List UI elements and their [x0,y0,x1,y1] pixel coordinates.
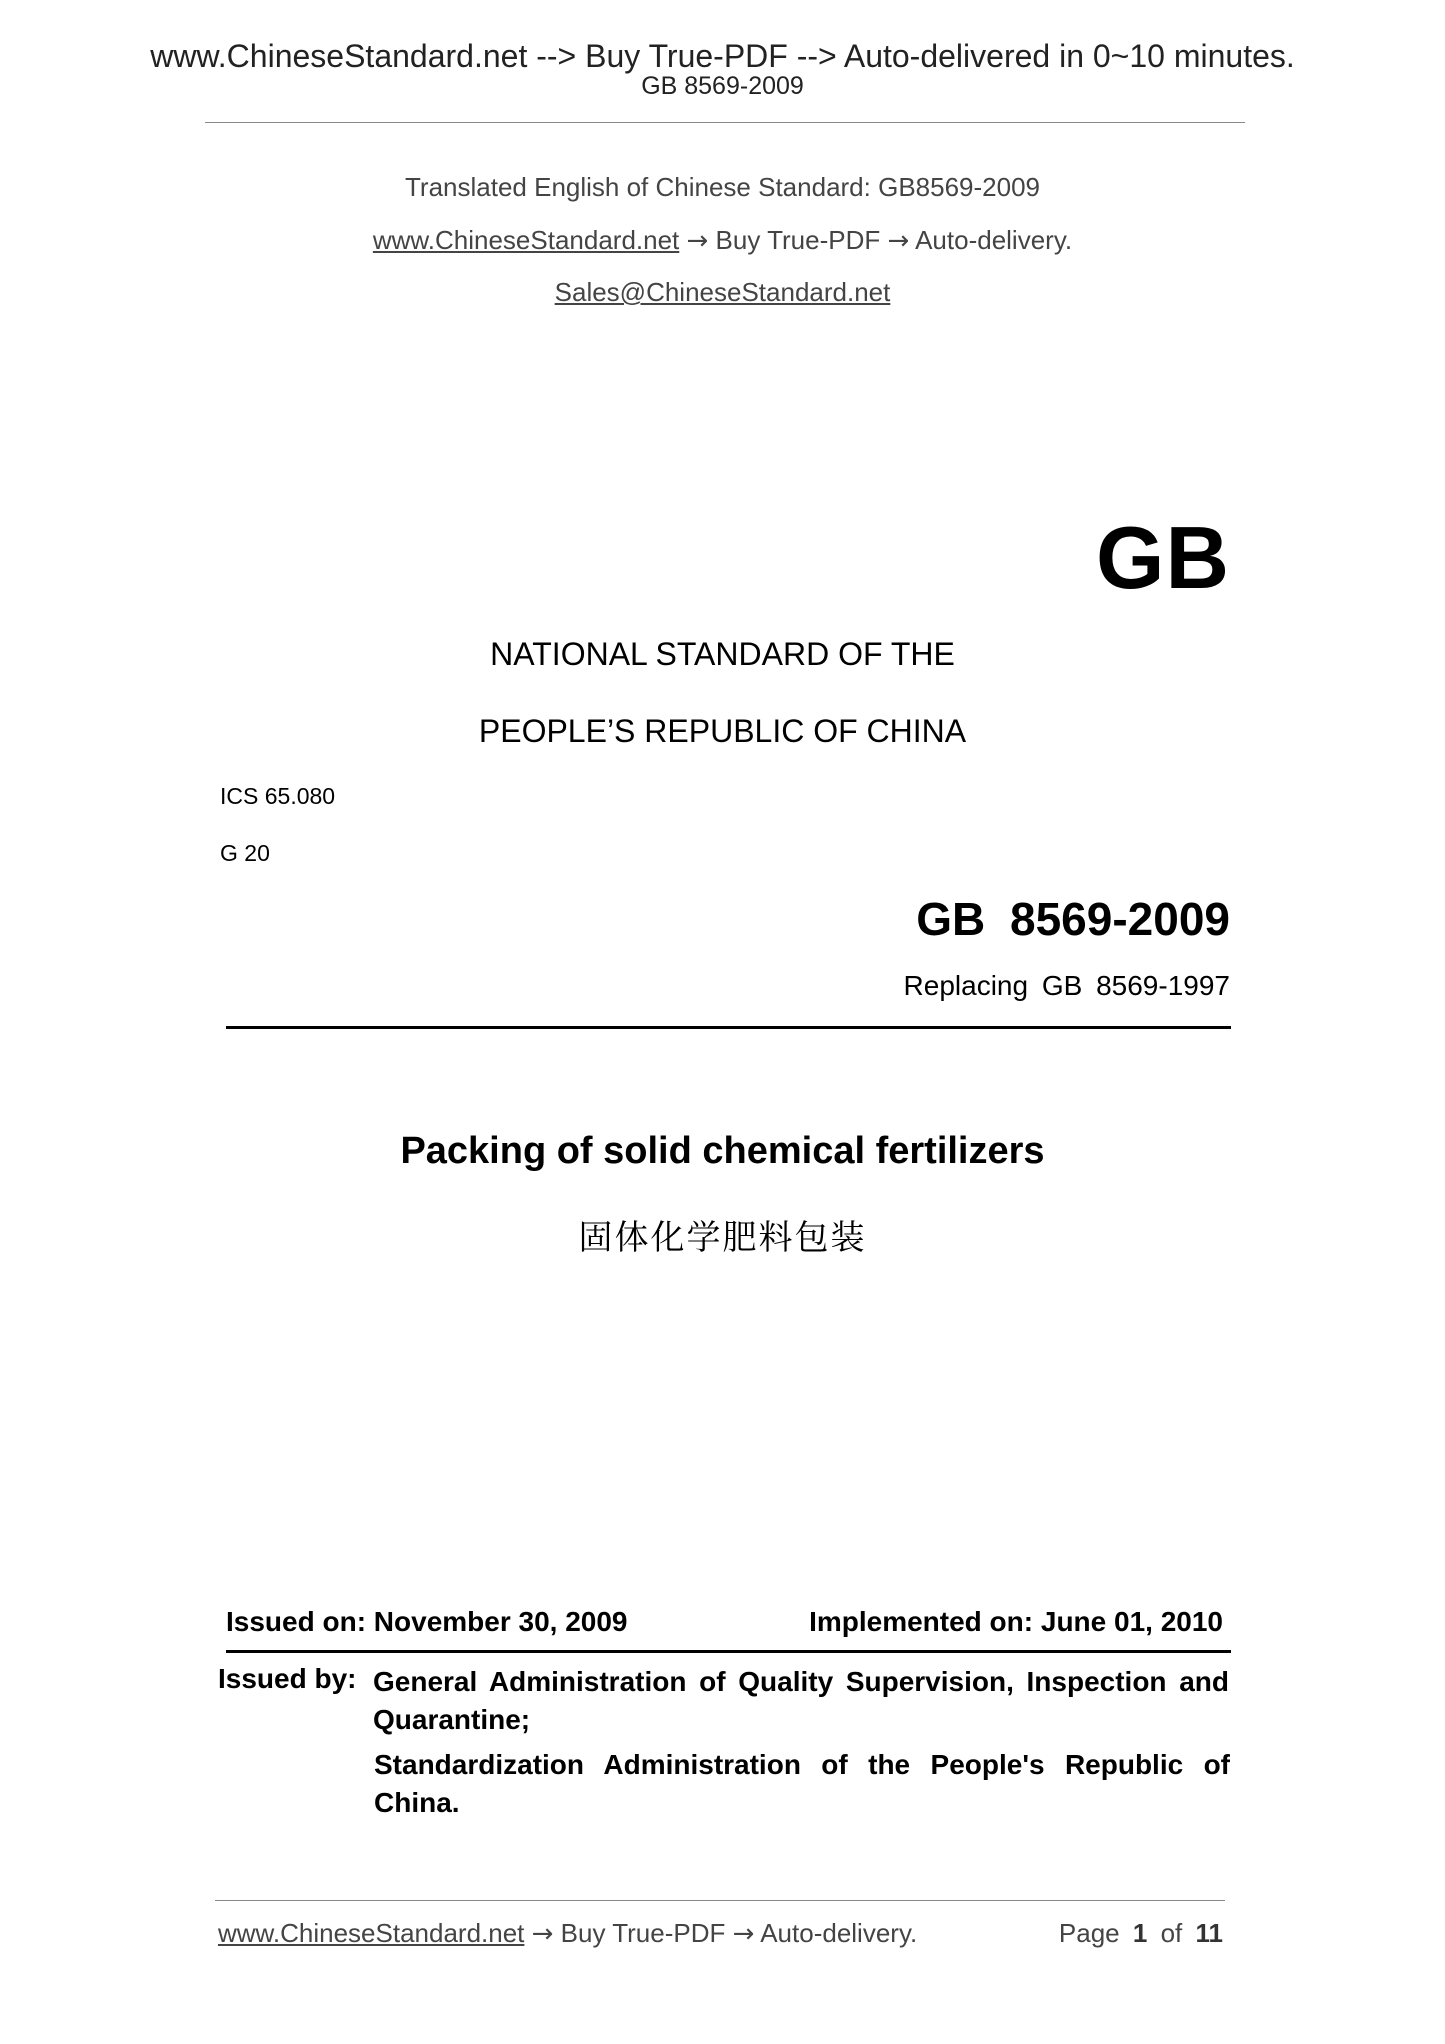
issuer-2: Standardization Administration of the People's Republic of China. [374,1749,1230,1818]
auto-delivery-text: Auto-delivery. [915,225,1073,255]
issuer-1: General Administration of Quality Supervision, Inspection and Quarantine; [373,1666,1229,1735]
sales-email-link[interactable]: Sales@ChineseStandard.net [554,277,891,307]
footer-auto-delivery-text: Auto-delivery. [760,1918,918,1948]
of-label: of [1160,1918,1183,1948]
header-doc-code: GB 8569-2009 [641,72,804,100]
top-banner: www.ChineseStandard.net --> Buy True-PDF --> Auto-delivered in 0~10 minutes. [150,38,1295,74]
purchase-line [0,225,1445,256]
arrow-right-icon: → [887,226,910,256]
arrow-right-icon: → [531,1919,554,1949]
page-label: Page [1058,1918,1120,1948]
site-link[interactable]: www.ChineseStandard.net [372,225,680,255]
ics-code: ICS 65.080 [220,783,336,809]
footer-purchase-line [218,1918,917,1949]
issued-by-label: Issued by: [218,1663,357,1694]
arrow-right-icon: → [686,226,709,256]
footer-site-link[interactable]: www.ChineseStandard.net [218,1918,525,1948]
page-indicator [1059,1918,1223,1949]
classification-code: G 20 [220,840,270,866]
footer-buy-text: Buy True-PDF [560,1918,726,1948]
dates-divider [226,1650,1231,1653]
issued-on-date: Issued on: November 30, 2009 [226,1606,628,1637]
implemented-on-date: Implemented on: June 01, 2010 [809,1606,1223,1637]
buy-text: Buy True-PDF [715,225,881,255]
document-title-chinese: 固体化学肥料包装 [578,1218,867,1258]
national-standard-line1: NATIONAL STANDARD OF THE [490,636,955,672]
page-total: 11 [1195,1918,1223,1948]
replacing-note: Replacing GB 8569-1997 [903,970,1230,1001]
gb-logo-mark: GB [1096,508,1230,607]
document-title: Packing of solid chemical fertilizers [400,1130,1045,1172]
national-standard-line2: PEOPLE’S REPUBLIC OF CHINA [478,713,967,749]
email-line [0,277,1445,308]
standard-number: GB 8569-2009 [916,893,1230,945]
footer-divider [215,1900,1225,1901]
page-number: 1 [1132,1918,1148,1948]
arrow-right-icon: → [732,1919,755,1949]
header-divider [205,122,1245,123]
cover-divider [226,1026,1231,1029]
translated-notice: Translated English of Chinese Standard: GB8569-2009 [405,172,1040,202]
